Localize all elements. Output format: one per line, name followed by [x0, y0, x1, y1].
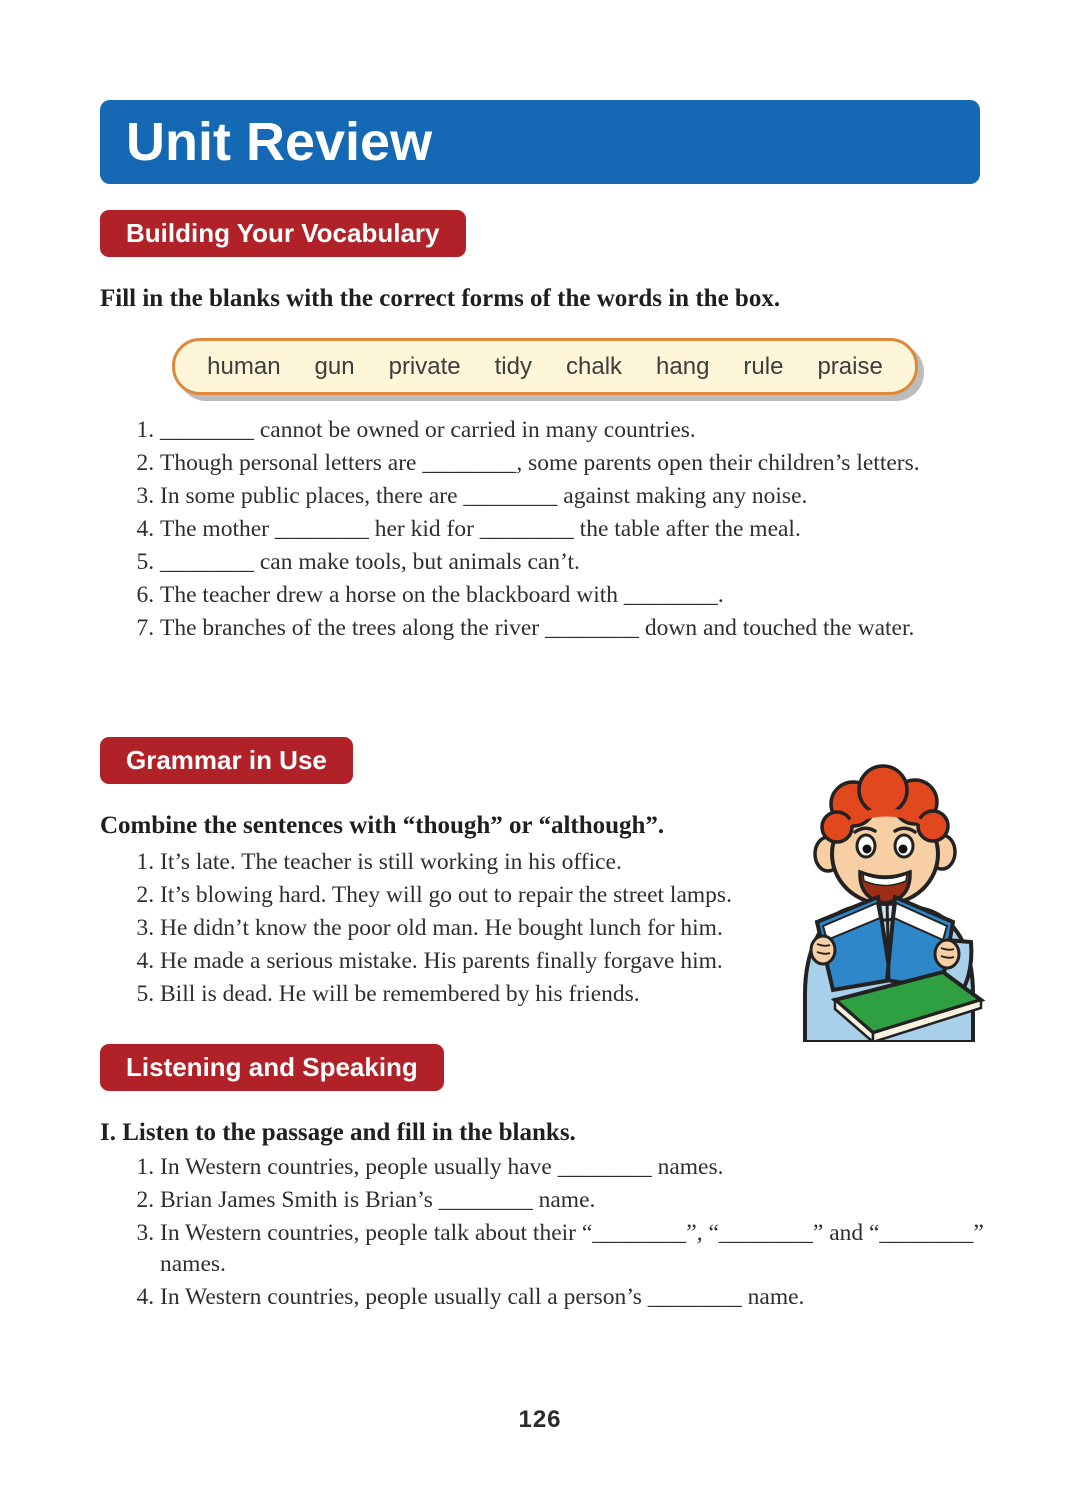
word-box-word: hang — [656, 352, 710, 380]
word-box-word: human — [207, 352, 281, 380]
boy-reading-book-illustration — [775, 742, 995, 1042]
word-box-word: chalk — [566, 352, 623, 380]
exercise-item: 1. It’s late. The teacher is still working in his office. — [160, 847, 1040, 878]
word-box-word: tidy — [494, 352, 532, 380]
vocabulary-exercise-list — [100, 415, 1000, 646]
exercise-item: 3. In some public places, there are ________ against making any noise. — [160, 481, 1000, 512]
listening-instruction: I. Listen to the passage and fill in the blanks. — [100, 1119, 576, 1146]
exercise-item: 4. The mother ________ her kid for ________ the table after the meal. — [160, 514, 1000, 545]
page-number: 126 — [518, 1406, 562, 1433]
exercise-item: 4. He made a serious mistake. His parents finally forgave him. — [160, 946, 1040, 977]
word-box-word: praise — [817, 352, 883, 380]
exercise-item: 5. ________ can make tools, but animals can’t. — [160, 547, 1000, 578]
word-box — [172, 338, 918, 395]
page-title: Unit Review — [126, 112, 433, 172]
vocabulary-instruction: Fill in the blanks with the correct forms of the words in the box. — [100, 285, 781, 312]
exercise-item: 3. In Western countries, people talk about their “________”, “________” and “________” names. — [160, 1218, 1000, 1280]
exercise-item: 1. In Western countries, people usually have ________ names. — [160, 1152, 1000, 1183]
section-badge-listening: Listening and Speaking — [100, 1044, 444, 1091]
grammar-instruction: Combine the sentences with “though” or “although”. — [100, 812, 665, 839]
unit-review-header — [100, 100, 980, 184]
listening-exercise-list — [100, 1152, 1000, 1315]
word-box-word: rule — [743, 352, 784, 380]
section-badge-grammar: Grammar in Use — [100, 737, 353, 784]
exercise-item: 7. The branches of the trees along the river ________ down and touched the water. — [160, 613, 1000, 644]
exercise-item: 2. It’s blowing hard. They will go out to repair the street lamps. — [160, 880, 1040, 911]
exercise-item: 2. Though personal letters are ________, some parents open their children’s letters. — [160, 448, 1000, 479]
exercise-item: 6. The teacher drew a horse on the blackboard with ________. — [160, 580, 1000, 611]
exercise-item: 3. He didn’t know the poor old man. He bought lunch for him. — [160, 913, 1040, 944]
exercise-item: 4. In Western countries, people usually call a person’s ________ name. — [160, 1282, 1000, 1313]
exercise-item: 2. Brian James Smith is Brian’s ________ name. — [160, 1185, 1000, 1216]
word-box-word: gun — [314, 352, 355, 380]
exercise-item: 5. Bill is dead. He will be remembered by his friends. — [160, 979, 1040, 1010]
section-badge-vocabulary: Building Your Vocabulary — [100, 210, 466, 257]
word-box-word: private — [388, 352, 461, 380]
exercise-item: 1. ________ cannot be owned or carried in many countries. — [160, 415, 1000, 446]
